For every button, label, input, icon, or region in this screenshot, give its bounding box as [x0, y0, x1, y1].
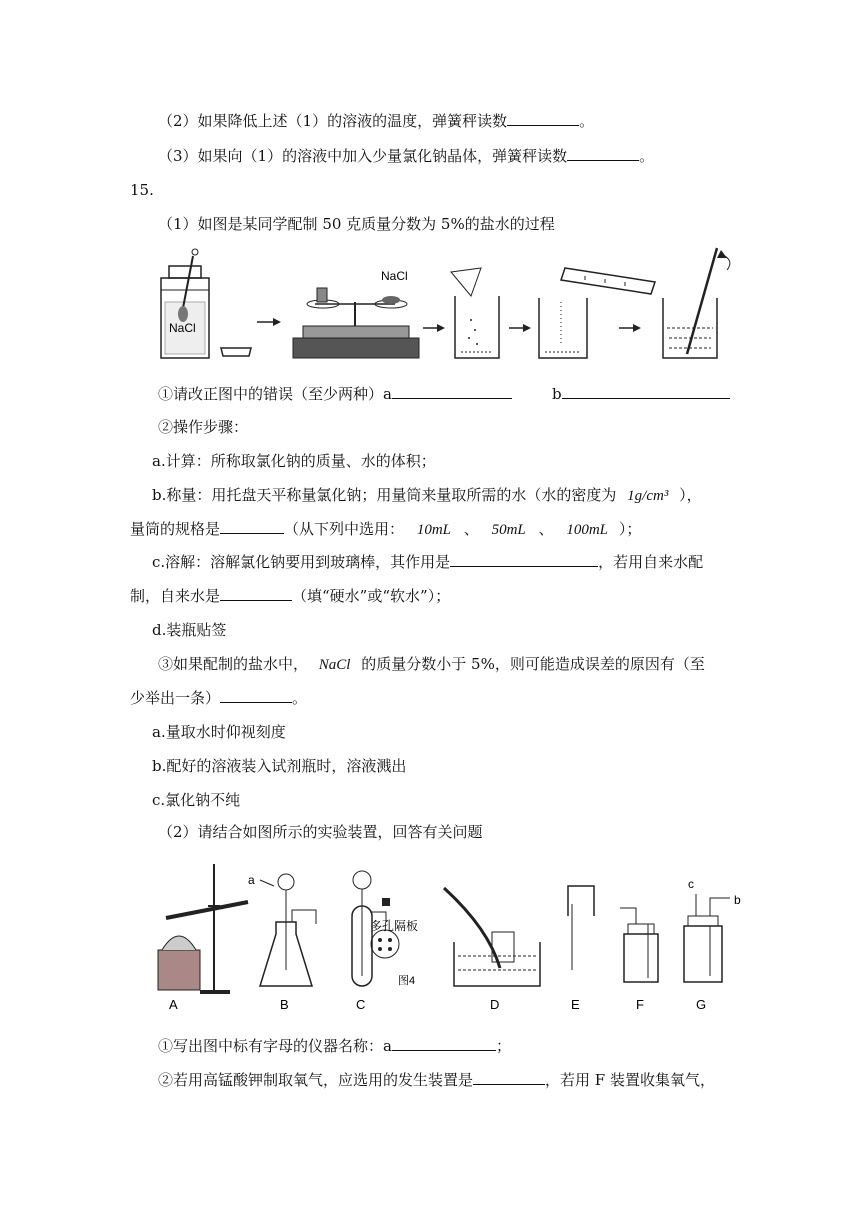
step-b-close: ），	[679, 486, 702, 504]
beaker-funnel-drawing	[451, 268, 499, 358]
arrow-icon	[257, 318, 281, 326]
apparatus-label: D	[490, 997, 500, 1012]
label-b: b	[734, 893, 741, 907]
apparatus-g-drawing	[684, 894, 730, 982]
generator-blank[interactable]	[473, 1070, 545, 1085]
q15-item-3-line-2	[130, 688, 307, 708]
q14-item-3-end: 。	[639, 147, 655, 165]
apparatus-label: F	[636, 997, 644, 1012]
q14-item-3	[158, 146, 654, 166]
q15-part2-item-2	[158, 1070, 715, 1090]
instrument-name-text: ①写出图中标有字母的仪器名称：a	[158, 1037, 392, 1055]
q15-item-1	[158, 384, 512, 404]
step-d: d.装瓶贴签	[152, 621, 227, 639]
balance-drawing	[293, 269, 419, 358]
arrow-icon	[423, 324, 445, 332]
step-c-line-2	[130, 586, 450, 606]
step-b-line-2: 量筒的规格是 （从下列中选用： 10mL 、 50mL 、 100mL ）；	[130, 520, 642, 538]
q15-item-1-b-label: b	[552, 385, 562, 403]
q14-item-2-blank[interactable]	[507, 111, 579, 126]
instrument-a-blank[interactable]	[392, 1036, 496, 1051]
q15-part2-item-1	[158, 1036, 511, 1056]
water-type-hint: （填“硬水”或“软水”）；	[292, 587, 451, 605]
item-3-text-3: 少举出一条）	[130, 689, 221, 707]
apparatus-e-drawing	[568, 886, 594, 970]
q15-number: 15.	[130, 181, 154, 199]
item-3-text-2: 的质量分数小于 5%，则可能造成误差的原因有（至	[361, 655, 705, 673]
item-3-end: 。	[292, 689, 308, 707]
item-3-text: ③如果配制的盐水中，	[158, 655, 309, 673]
options-prefix: （从下列中选用：	[284, 520, 405, 538]
options-suffix: ）；	[618, 520, 642, 538]
apparatus-a-drawing	[158, 864, 248, 994]
q15-item-1-text: ①请改正图中的错误（至少两种）a	[158, 385, 392, 403]
step-b-text: b.称量：用托盘天平称量氯化钠；用量筒来量取所需的水（水的密度为	[152, 486, 617, 504]
apparatus-b-drawing	[260, 874, 316, 986]
nacl-formula: NaCl	[318, 657, 351, 673]
label-a: a	[248, 873, 255, 887]
cylinder-size-label: 量筒的规格是	[130, 520, 221, 538]
apparatus-d-drawing	[444, 888, 540, 986]
option-b: b.配好的溶液装入试剂瓶时，溶液溅出	[152, 757, 407, 775]
q15-item-1-b	[552, 384, 730, 404]
q14-item-2	[158, 111, 594, 131]
cylinder-size-blank[interactable]	[220, 519, 284, 534]
step-c-text: c.溶解：溶解氯化钠要用到玻璃棒，其作用是	[152, 553, 451, 571]
error-cause-blank[interactable]	[220, 688, 292, 703]
error-b-blank[interactable]	[562, 384, 730, 399]
apparatus-label: A	[169, 997, 178, 1012]
q14-item-3-blank[interactable]	[567, 146, 639, 161]
porous-plate-label: 多孔隔板	[370, 919, 419, 933]
figure-number: 图4	[398, 975, 416, 987]
q14-item-2-end: 。	[579, 112, 595, 130]
tap-water-label: 制，自来水是	[130, 587, 221, 605]
beaker-cylinder-drawing	[539, 268, 655, 358]
lab-apparatus-figure	[148, 858, 748, 1018]
arrow-icon	[509, 324, 531, 332]
water-density: 1g/cm³	[627, 488, 669, 504]
q15-part1-intro: （1）如图是某同学配制 50 克质量分数为 5%的盐水的过程	[158, 215, 555, 233]
q15-item-3-line-1	[158, 654, 705, 675]
arrow-icon	[619, 324, 641, 332]
bottle-label: NaCl	[169, 321, 196, 335]
step-a: a.计算：所称取氯化钠的质量、水的体积；	[152, 452, 436, 470]
apparatus-f-drawing	[620, 908, 658, 982]
apparatus-label: B	[280, 997, 289, 1012]
apparatus-label: E	[571, 997, 580, 1012]
collector-text: ，若用 F 装置收集氧气，	[545, 1071, 715, 1089]
balance-label: NaCl	[381, 269, 408, 283]
option-a: a.量取水时仰视刻度	[152, 723, 286, 741]
nacl-bottle-drawing	[161, 249, 209, 358]
q15-part2-intro: （2）请结合如图所示的实验装置，回答有关问题	[158, 823, 483, 841]
apparatus-label: G	[696, 997, 707, 1012]
volume-option: 100mL	[566, 522, 609, 538]
step-c-text-2: ，若用自来水配	[598, 553, 704, 571]
glass-rod-purpose-blank[interactable]	[450, 552, 598, 567]
q15-item-2: ②操作步骤：	[158, 418, 249, 436]
solution-preparation-figure	[155, 242, 745, 366]
label-c: c	[688, 877, 694, 891]
step-b-line-1	[152, 485, 702, 506]
apparatus-label: C	[356, 997, 366, 1012]
q14-item-3-text: （3）如果向（1）的溶液中加入少量氯化钠晶体，弹簧秤读数	[158, 147, 568, 165]
generator-text: ②若用高锰酸钾制取氧气，应选用的发生装置是	[158, 1071, 474, 1089]
volume-option: 10mL	[416, 522, 451, 538]
instrument-name-end: ；	[495, 1037, 511, 1055]
q14-item-2-text: （2）如果降低上述（1）的溶液的温度，弹簧秤读数	[158, 112, 508, 130]
water-type-blank[interactable]	[220, 586, 292, 601]
step-c-line-1	[152, 552, 703, 572]
volume-option: 50mL	[491, 522, 526, 538]
beaker-glass-rod-drawing	[663, 248, 730, 358]
option-c: c.氯化钠不纯	[152, 791, 241, 809]
error-a-blank[interactable]	[392, 384, 512, 399]
